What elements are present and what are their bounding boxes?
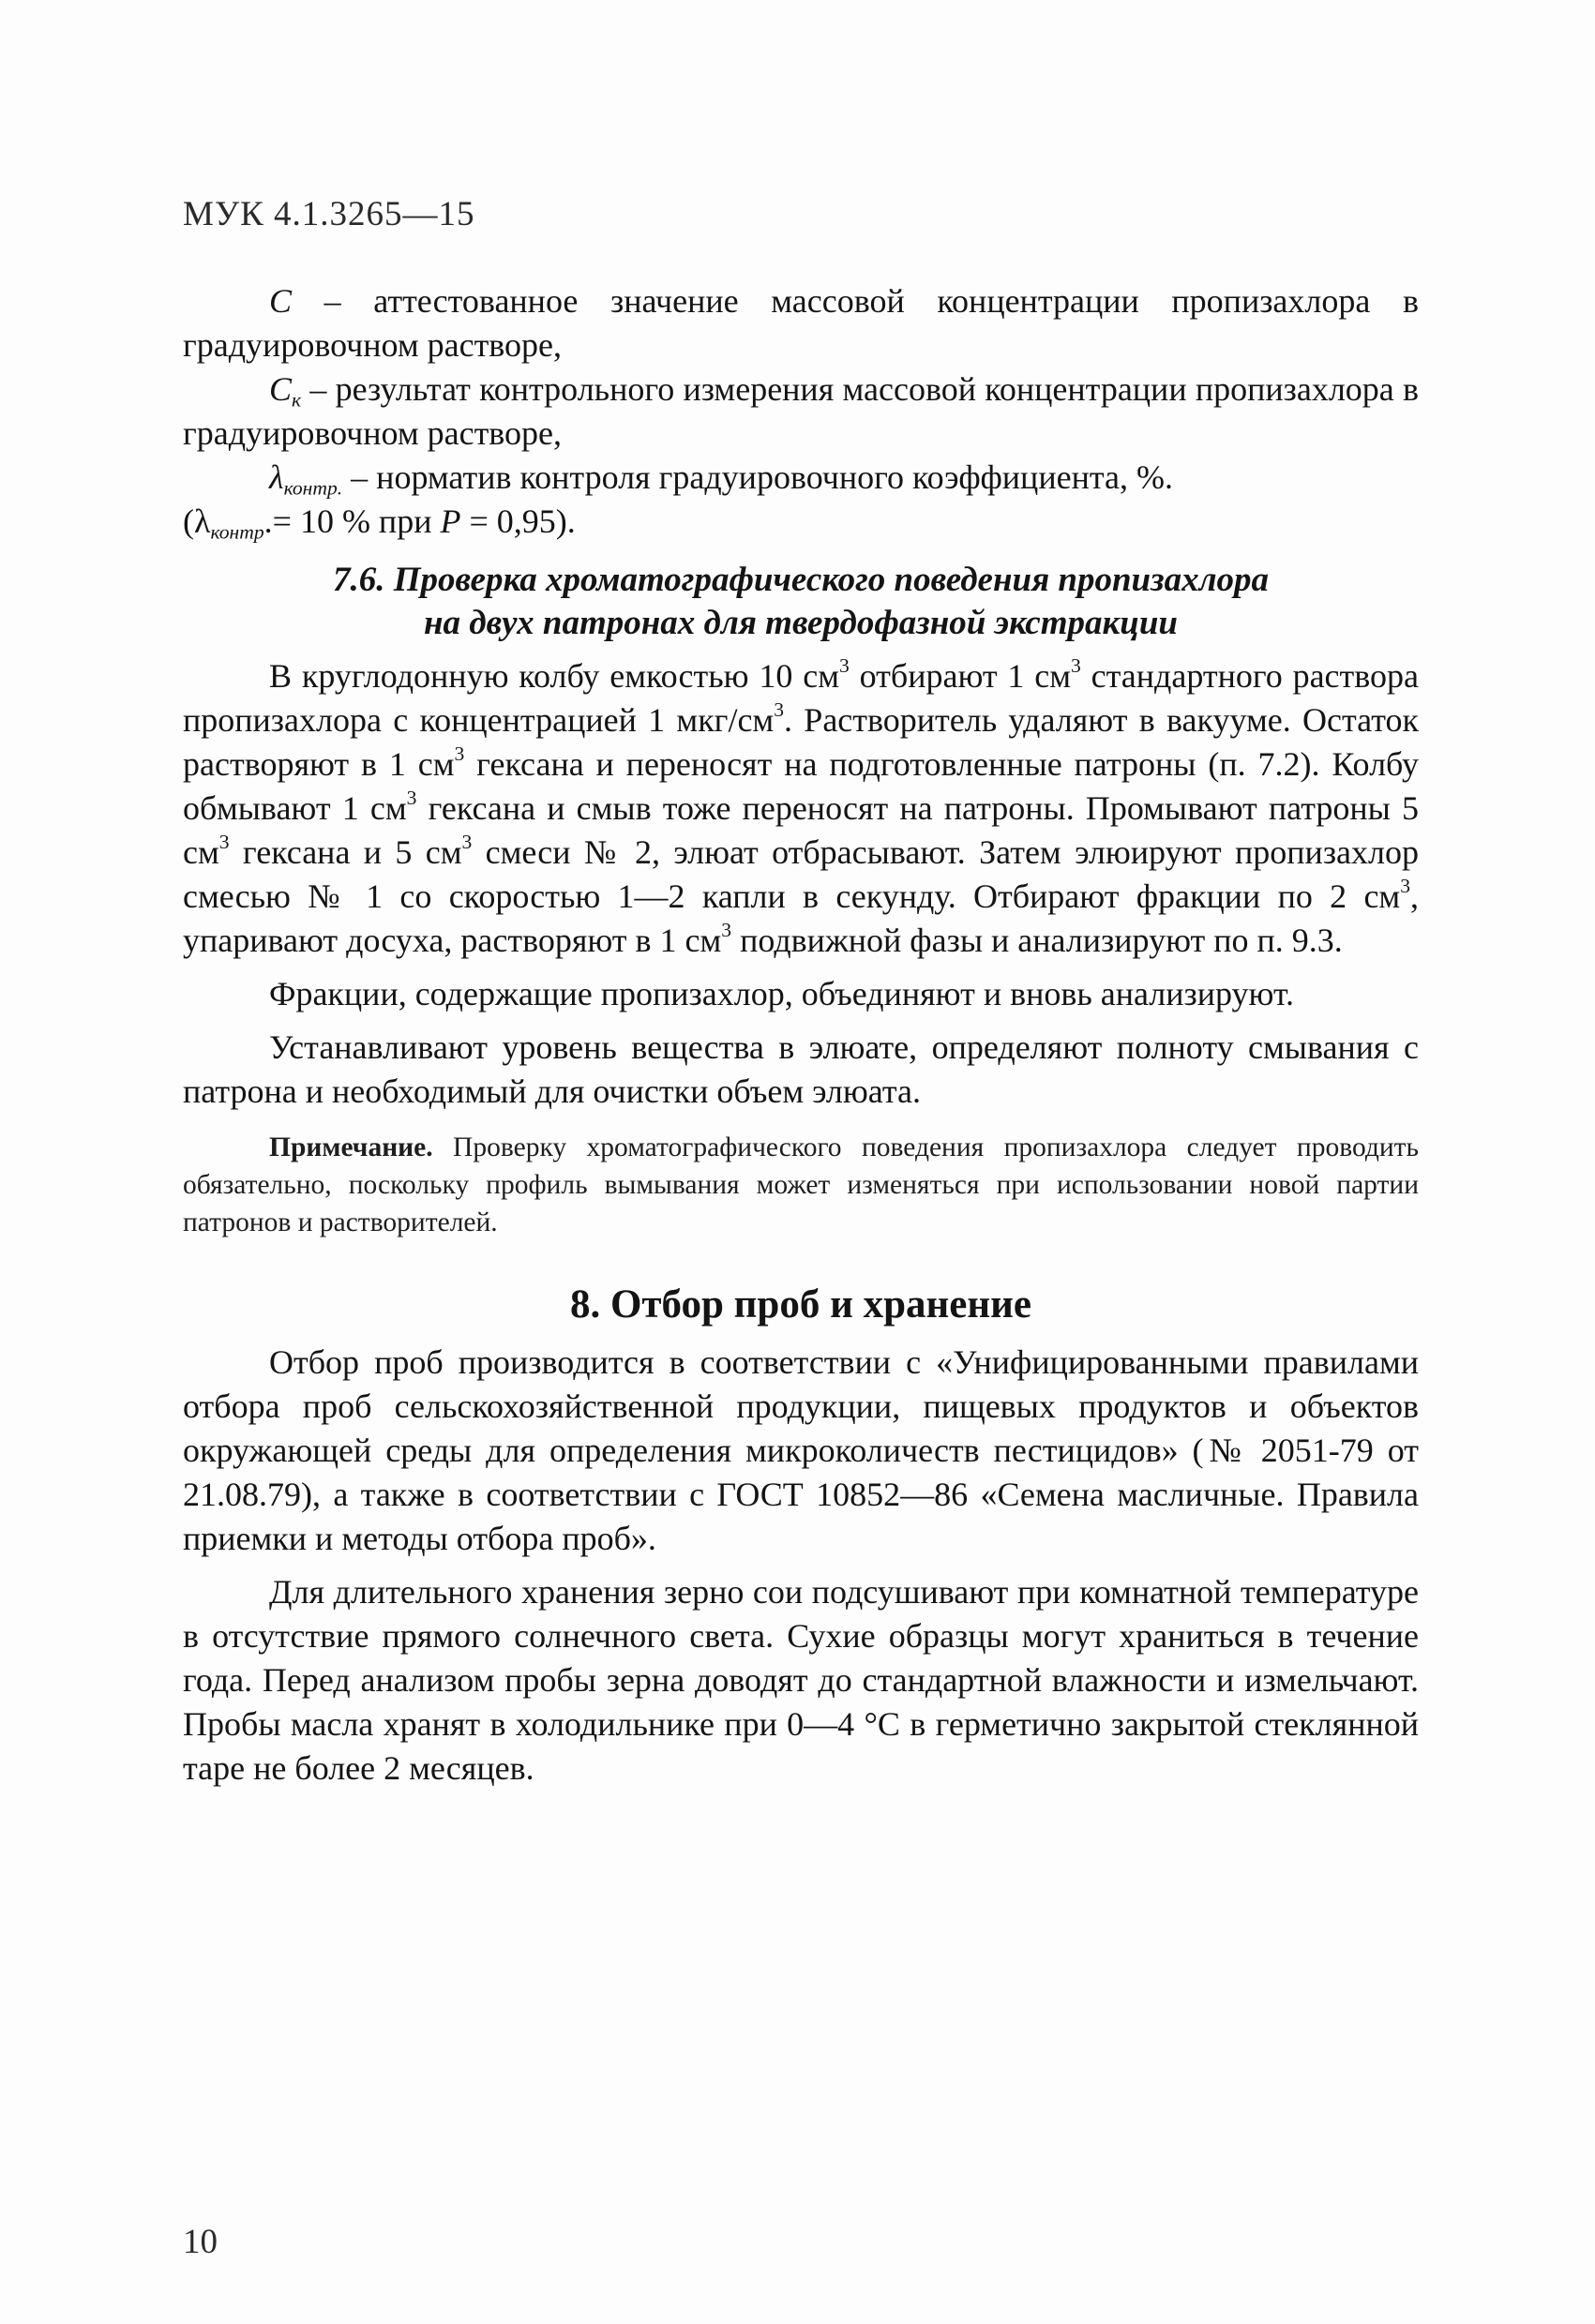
definition-lambda — [183, 456, 1419, 544]
lambda-value-subscript: контр — [210, 520, 264, 544]
text-run: . Растворитель удаляют в вакууме. Остаток растворяют в 1 см — [183, 701, 1419, 783]
superscript: 3 — [406, 786, 417, 809]
symbol-p: P — [440, 502, 461, 540]
document-code-header: МУК 4.1.3265—15 — [183, 195, 475, 233]
note-label: Примечание. — [269, 1132, 433, 1162]
section-7-6-paragraph-1 — [183, 654, 1419, 963]
superscript: 3 — [1400, 874, 1410, 897]
section-7-6-paragraph-2: Фракции, содержащие пропизахлор, объединяют и вновь анализируют. — [269, 975, 1294, 1012]
text-run: гексана и смыв тоже переносят на патроны. Промывают патроны 5 см — [183, 789, 1419, 871]
section-8-title: 8. Отбор проб и хранение — [569, 1282, 1032, 1327]
text-run: подвижной фазы и анализируют по п. 9.3. — [731, 922, 1343, 959]
page-number: 10 — [183, 2223, 218, 2261]
symbol-lambda-subscript: контр. — [283, 476, 343, 500]
text-run: В круглодонную колбу емкостью 10 см — [269, 657, 839, 695]
symbol-ck: C — [269, 370, 293, 408]
lambda-value-open: (λ — [183, 502, 211, 540]
text-run: , упаривают досуха, растворяют в 1 см — [183, 877, 1419, 959]
superscript: 3 — [454, 742, 465, 765]
section-8-paragraph-2: Для длительного хранения зерно сои подсушивают при комнатной температуре в отсутствие прямого солнечного света. Сухие образцы могут храниться в течение года. Перед анализом пробы зерна доводят до стандартной влажности и измельчают. Пробы масла хранят в холодильнике при 0—4 °С в герметично закрытой стеклянной таре не более 2 месяцев. — [183, 1573, 1419, 1787]
symbol-ck-subscript: к — [292, 388, 302, 412]
superscript: 3 — [721, 918, 732, 941]
section-7-6-paragraph-3: Устанавливают уровень вещества в элюате, определяют полноту смывания с патрона и необходимый для очистки объем элюата. — [183, 1028, 1419, 1110]
definition-ck — [183, 367, 1419, 456]
text-run: гексана и переносят на подготовленные патроны (п. 7.2). Колбу обмывают 1 см — [183, 745, 1419, 827]
definition-lambda-text: – норматив контроля градуировочного коэффициента, %. — [342, 458, 1173, 496]
note-text: Проверку хроматографического поведения пропизахлора следует проводить обязательно, поскольку профиль вымывания может изменяться при использовании новой партии патронов и растворителей. — [183, 1132, 1419, 1237]
superscript: 3 — [461, 830, 473, 853]
section-8-paragraph-1: Отбор проб производится в соответствии с «Унифицированными правилами отбора проб сельскохозяйственной продукции, пищевых продуктов и объектов окружающей среды для определения микроколичеств пестицидов» (№ 2051-79 от 21.08.79), а также в соответствии с ГОСТ 10852—86 «Семена масличные. Правила приемки и методы отбора проб». — [183, 1343, 1419, 1557]
superscript: 3 — [839, 653, 850, 677]
superscript: 3 — [774, 697, 785, 721]
lambda-value-text: .= 10 % при — [263, 502, 441, 540]
definition-c-text: – аттестованное значение массовой концентрации пропизахлора в градуировочном растворе, — [183, 282, 1419, 364]
text-run: стандартного раствора пропизахлора с концентрацией 1 мкг/см — [183, 657, 1419, 739]
symbol-c: C — [269, 282, 293, 320]
text-run: гексана и 5 см — [229, 833, 462, 871]
superscript: 3 — [1071, 653, 1081, 677]
section-7-6-title-line1: 7.6. Проверка хроматографического поведения пропизахлора — [332, 561, 1270, 599]
probability-value: = 0,95). — [460, 502, 576, 540]
note-paragraph — [183, 1129, 1419, 1241]
superscript: 3 — [218, 830, 230, 853]
definition-ck-text: – результат контрольного измерения массовой концентрации пропизахлора в градуировочном растворе, — [183, 370, 1419, 452]
text-run: отбирают 1 см — [849, 657, 1072, 695]
definition-c — [183, 279, 1419, 367]
section-7-6-title — [183, 559, 1419, 645]
text-run: смеси № 2, элюат отбрасывают. Затем элюируют пропизахлор смесью № 1 со скоростью 1—2 капли в секунду. Отбирают фракции по 2 см — [183, 833, 1419, 915]
section-7-6-title-line2: на двух патронах для твердофазной экстракции — [424, 604, 1178, 642]
symbol-lambda: λ — [269, 458, 284, 496]
page-content — [183, 279, 1419, 1791]
